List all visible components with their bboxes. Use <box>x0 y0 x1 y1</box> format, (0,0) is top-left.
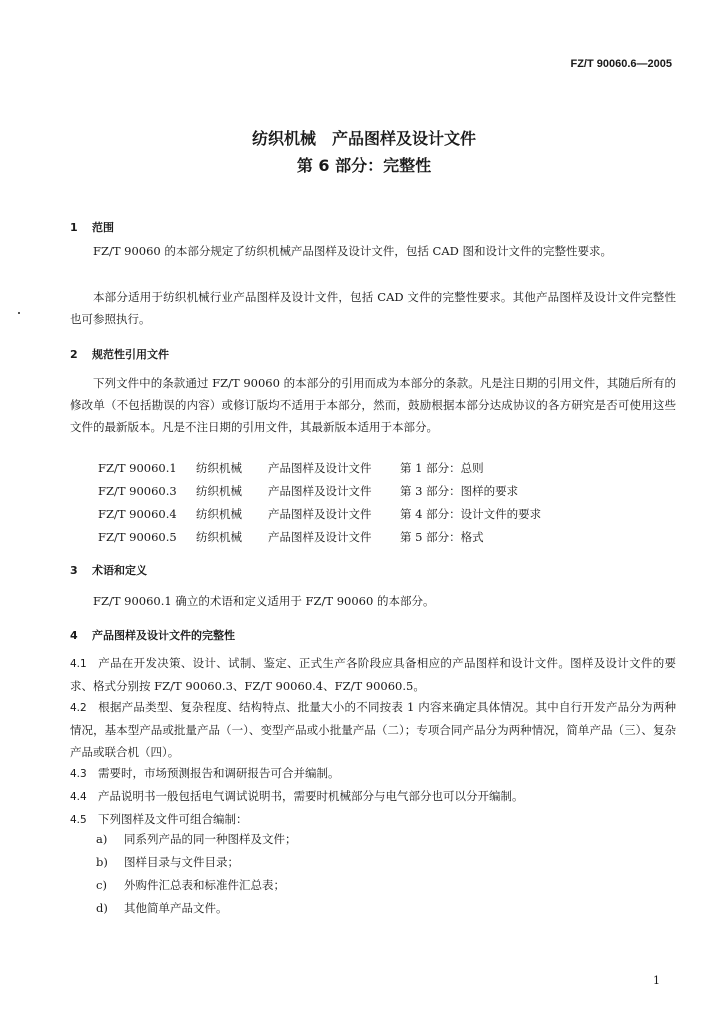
section-title: 术语和定义 <box>92 564 147 577</box>
clause-text: 根据产品类型、复杂程度、结构特点、批量大小的不同按表 1 内容来确定具体情况。其中自行开发产品分为两种情况，基本型产品或批量产品（一）、变型产品或小批量产品（二）；专项合同产品分为两种情况，简单产品（三）、复杂产品或联合机（四）。 <box>70 700 676 759</box>
section-2-heading <box>70 346 169 362</box>
reference-part: 第 4 部分：设计文件的要求 <box>400 507 542 521</box>
list-item <box>96 831 297 847</box>
clause-number: 4.1 <box>70 658 87 670</box>
clause-4-5 <box>70 808 676 831</box>
list-item-text: 其他简单产品文件。 <box>124 901 228 915</box>
clause-number: 4.4 <box>70 791 87 803</box>
clause-4-3 <box>70 762 676 785</box>
reference-part: 第 3 部分：图样的要求 <box>400 484 519 498</box>
section-title: 范围 <box>92 221 114 234</box>
clause-text: 下列图样及文件可组合编制： <box>98 812 248 826</box>
list-item <box>96 877 285 893</box>
standard-code: FZ/T 90060.6—2005 <box>570 58 672 70</box>
clause-text: 产品在开发决策、设计、试制、鉴定、正式生产各阶段应具备相应的产品图样和设计文件。图样及设计文件的要求、格式分别按 FZ/T 90060.3、FZ/T 90060.4、FZ/T 90060.5。 <box>70 656 676 693</box>
reference-code: FZ/T 90060.3 <box>98 484 177 498</box>
clause-text: 需要时，市场预测报告和调研报告可合并编制。 <box>98 766 340 780</box>
reference-code: FZ/T 90060.1 <box>98 461 177 475</box>
reference-title: 产品图样及设计文件 <box>268 530 372 544</box>
reference-code: FZ/T 90060.5 <box>98 530 177 544</box>
list-item-label: b) <box>96 855 108 869</box>
section-1-heading <box>70 219 114 235</box>
reference-item <box>98 483 518 499</box>
reference-field: 纺织机械 <box>196 484 242 498</box>
clause-4-1 <box>70 652 676 697</box>
document-title: 纺织机械 产品图样及设计文件 <box>251 129 476 148</box>
list-item-label: c) <box>96 878 107 892</box>
section-1-paragraph-2: 本部分适用于纺织机械行业产品图样及设计文件，包括 CAD 文件的完整性要求。其他产品图样及设计文件完整性也可参照执行。 <box>70 290 676 326</box>
reference-part: 第 1 部分：总则 <box>400 461 484 475</box>
section-number: 2 <box>70 348 78 361</box>
list-item-text: 外购件汇总表和标准件汇总表； <box>124 878 285 892</box>
reference-title: 产品图样及设计文件 <box>268 484 372 498</box>
reference-part: 第 5 部分：格式 <box>400 530 484 544</box>
list-item-label: a) <box>96 832 108 846</box>
reference-title: 产品图样及设计文件 <box>268 507 372 521</box>
section-title: 产品图样及设计文件的完整性 <box>92 629 235 642</box>
document-subtitle: 第 6 部分：完整性 <box>296 156 432 175</box>
section-1-paragraph-1: FZ/T 90060 的本部分规定了纺织机械产品图样及设计文件，包括 CAD 图和设计文件的完整性要求。 <box>93 244 613 258</box>
section-4-heading <box>70 627 235 643</box>
list-item <box>96 900 228 916</box>
clause-4-2 <box>70 696 676 763</box>
clause-number: 4.5 <box>70 814 87 826</box>
list-item-label: d) <box>96 901 108 915</box>
reference-field: 纺织机械 <box>196 507 242 521</box>
section-2-paragraph-1: 下列文件中的条款通过 FZ/T 90060 的本部分的引用而成为本部分的条款。凡是注日期的引用文件，其随后所有的修改单（不包括勘误的内容）或修订版均不适用于本部分，然而，鼓励根据本部分达成协议的各方研究是否可使用这些文件的最新版本。凡是不注日期的引用文件，其最新版本适用于本部分。 <box>70 376 676 434</box>
section-number: 4 <box>70 629 78 642</box>
reference-item <box>98 460 484 476</box>
section-title: 规范性引用文件 <box>92 348 169 361</box>
clause-text: 产品说明书一般包括电气调试说明书，需要时机械部分与电气部分也可以分开编制。 <box>98 789 524 803</box>
reference-field: 纺织机械 <box>196 530 242 544</box>
reference-field: 纺织机械 <box>196 461 242 475</box>
clause-number: 4.3 <box>70 768 87 780</box>
clause-number: 4.2 <box>70 702 87 714</box>
list-item-text: 图样目录与文件目录； <box>124 855 239 869</box>
reference-item <box>98 506 541 522</box>
reference-title: 产品图样及设计文件 <box>268 461 372 475</box>
section-number: 1 <box>70 221 78 234</box>
clause-4-4 <box>70 785 676 808</box>
section-3-paragraph-1: FZ/T 90060.1 确立的术语和定义适用于 FZ/T 90060 的本部分。 <box>93 594 435 608</box>
scan-speck <box>18 312 20 314</box>
section-3-heading <box>70 562 147 578</box>
list-item-text: 同系列产品的同一种图样及文件； <box>124 832 297 846</box>
section-number: 3 <box>70 564 78 577</box>
reference-item <box>98 529 484 545</box>
page-number: 1 <box>653 974 660 987</box>
reference-code: FZ/T 90060.4 <box>98 507 177 521</box>
list-item <box>96 854 239 870</box>
